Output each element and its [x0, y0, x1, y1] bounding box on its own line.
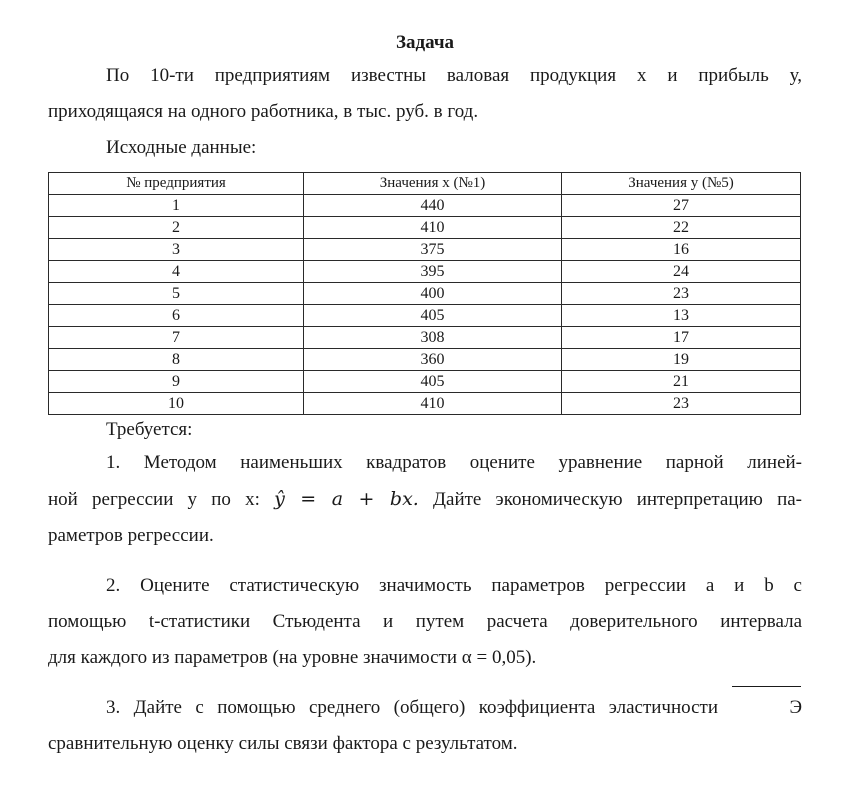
cell-y: 19 [562, 349, 801, 371]
cell-y: 21 [562, 371, 801, 393]
table-row [49, 239, 801, 261]
cell-x: 395 [304, 261, 562, 283]
cell-y: 13 [562, 305, 801, 327]
cell-enterprise: 5 [49, 283, 304, 305]
table-row [49, 217, 801, 239]
cell-enterprise: 6 [49, 305, 304, 327]
task-1-line-3: раметров регрессии. [48, 525, 214, 546]
task-1-line-2-before: ной регрессии у по х: [48, 489, 275, 510]
cell-y: 27 [562, 195, 801, 217]
cell-enterprise: 9 [49, 371, 304, 393]
cell-enterprise: 1 [49, 195, 304, 217]
cell-x: 405 [304, 305, 562, 327]
task-2-line-1: 2. Оцените статистическую значимость параметров регрессии a и b с [106, 575, 802, 596]
data-table [48, 172, 801, 415]
intro-line-1: По 10-ти предприятиям известны валовая продукция х и прибыль у, [106, 65, 802, 86]
task-3-text: 3. Дайте с помощью среднего (общего) коэффициента эластичности [106, 697, 719, 718]
overline-bar [732, 686, 801, 687]
table-row [49, 327, 801, 349]
cell-enterprise: 7 [49, 327, 304, 349]
source-data-label: Исходные данные: [106, 137, 257, 158]
table-row [49, 283, 801, 305]
cell-enterprise: 10 [49, 393, 304, 415]
cell-y: 23 [562, 283, 801, 305]
table-row [49, 261, 801, 283]
cell-y: 22 [562, 217, 801, 239]
elasticity-letter: Э [789, 697, 802, 718]
cell-x: 400 [304, 283, 562, 305]
task-2-line-2: помощью t-статистики Стьюдента и путем расчета доверительного интервала [48, 611, 802, 632]
cell-x: 360 [304, 349, 562, 371]
elasticity-symbol [731, 690, 802, 726]
cell-y: 23 [562, 393, 801, 415]
header-y-values: Значения у (№5) [562, 173, 801, 195]
task-1-line-2-after: Дайте экономическую интерпретацию па- [418, 489, 803, 510]
cell-enterprise: 2 [49, 217, 304, 239]
cell-enterprise: 4 [49, 261, 304, 283]
document-title: Задача [395, 32, 455, 53]
cell-y: 16 [562, 239, 801, 261]
task-1-line-1: 1. Методом наименьших квадратов оцените уравнение парной линей- [106, 452, 802, 473]
intro-line-2: приходящаяся на одного работника, в тыс. руб. в год. [48, 101, 479, 122]
table-row [49, 393, 801, 415]
cell-x: 440 [304, 195, 562, 217]
cell-y: 24 [562, 261, 801, 283]
task-3-line-1 [48, 690, 802, 726]
regression-equation: ŷ = a + bx. [274, 488, 419, 510]
cell-enterprise: 3 [49, 239, 304, 261]
table-row [49, 349, 801, 371]
cell-x: 375 [304, 239, 562, 261]
task-3-line-2: сравнительную оценку силы связи фактора с результатом. [48, 733, 518, 754]
table-row [49, 195, 801, 217]
cell-x: 410 [304, 217, 562, 239]
task-2-line-3: для каждого из параметров (на уровне значимости α = 0,05). [48, 647, 537, 668]
document-page [48, 28, 802, 762]
cell-enterprise: 8 [49, 349, 304, 371]
header-x-values: Значения х (№1) [304, 173, 562, 195]
required-label: Требуется: [106, 419, 193, 440]
task-1-line-2 [48, 481, 802, 518]
cell-x: 308 [304, 327, 562, 349]
cell-x: 410 [304, 393, 562, 415]
table-row [49, 305, 801, 327]
cell-y: 17 [562, 327, 801, 349]
header-enterprise: № предприятия [49, 173, 304, 195]
table-header-row [49, 173, 801, 195]
cell-x: 405 [304, 371, 562, 393]
table-row [49, 371, 801, 393]
